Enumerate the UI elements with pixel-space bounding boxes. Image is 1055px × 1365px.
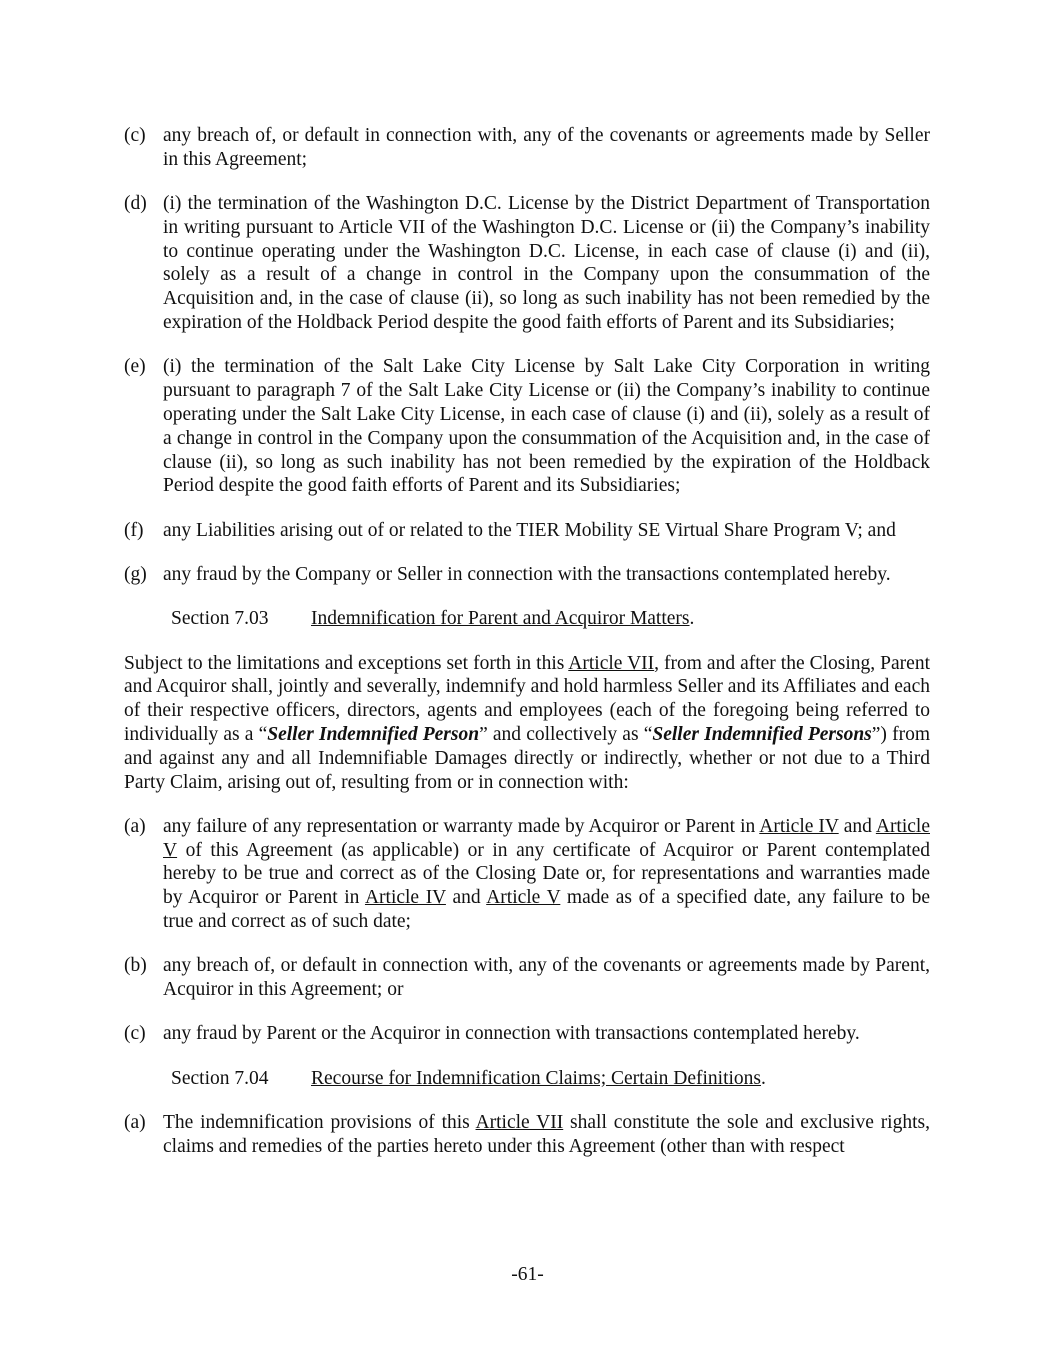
section-number: Section 7.04: [171, 1067, 269, 1089]
text-run: The indemnification provisions of this: [163, 1112, 476, 1133]
section-title-period: .: [761, 1067, 766, 1089]
list-item: [124, 519, 930, 543]
section-title-period: .: [689, 608, 695, 630]
page-number: -61-: [511, 1264, 544, 1285]
article-reference: Article V: [163, 815, 930, 861]
text-run: ” and collectively as “: [479, 723, 653, 745]
text-run: Subject to the limitations and exceptions set forth in this: [124, 652, 569, 674]
text-run: ”) from and against any and all Indemnifiable Damages directly or indirectly, whether or not due to a Third Party Claim, arising out of, resulting from or in connection with:: [124, 723, 930, 793]
section-heading-7-03: [124, 607, 930, 631]
item-text: any breach of, or default in connection with, any of the covenants or agreements made by Parent, Acquiror in this Agreement; or: [163, 955, 930, 1001]
item-text: [163, 815, 930, 934]
text-run: shall constitute the sole and exclusive rights, claims and remedies of the parties hereto under this Agreement (other than with respect: [163, 1112, 930, 1157]
section-title: Recourse for Indemnification Claims; Certain Definitions: [311, 1067, 762, 1089]
text-run: , from and after the Closing, Parent and Acquiror shall, jointly and severally, indemnify and hold harmless Seller and its Affiliates and each of their respective officers, directors, agents and employees (each of the foregoing being referred to individually as a “: [124, 652, 930, 745]
item-label: (e): [124, 356, 146, 378]
item-label: (b): [124, 955, 147, 977]
item-text: (i) the termination of the Salt Lake City License by Salt Lake City Corporation in writing pursuant to paragraph 7 of the Salt Lake City License or (ii) the Company’s inability to continue operating under the Salt Lake City License, in each case of clause (i) and (ii), solely as a result of a change in control in the Company upon the consummation of the Acquisition and, in the case of clause (ii), so long as such inability has not been remedied by the expiration of the Holdback Period despite the good faith efforts of Parent and its Subsidiaries;: [163, 356, 930, 497]
article-reference: Article VII: [475, 1112, 564, 1133]
item-label: (g): [124, 563, 147, 585]
list-item: [124, 1022, 930, 1046]
item-text: any fraud by Parent or the Acquiror in connection with transactions contemplated hereby.: [163, 1023, 860, 1045]
list-item: [124, 563, 930, 587]
article-reference: Article V: [486, 887, 561, 909]
section-number: Section 7.03: [171, 608, 269, 630]
article-reference: Article IV: [364, 887, 446, 909]
list-item: [124, 1111, 930, 1159]
list-item: [124, 192, 930, 335]
item-label: (c): [124, 125, 146, 146]
item-label: (f): [124, 519, 144, 541]
article-reference: Article VII: [568, 652, 655, 674]
item-label: (a): [124, 1112, 146, 1133]
item-text: [163, 1111, 930, 1159]
article-reference: Article IV: [759, 815, 839, 837]
item-label: (a): [124, 815, 146, 837]
list-item: [124, 355, 930, 498]
document-page: [124, 124, 930, 1179]
list-item: [124, 124, 930, 172]
item-label: (d): [124, 193, 147, 215]
item-text: any breach of, or default in connection with, any of the covenants or agreements made by Seller in this Agreement;: [163, 125, 930, 170]
text-run: any failure of any representation or warranty made by Acquiror or Parent in: [163, 815, 760, 837]
section-7-03-paragraph: [124, 652, 930, 795]
item-label: (c): [124, 1023, 146, 1045]
item-text: any fraud by the Company or Seller in connection with the transactions contemplated hereby.: [163, 563, 891, 585]
list-item: [124, 954, 930, 1002]
text-run: made as of a specified date, any failure to be true and correct as of such date;: [163, 887, 930, 933]
section-title: Indemnification for Parent and Acquiror Matters: [311, 608, 690, 630]
text-run: and: [838, 815, 876, 837]
list-item: [124, 815, 930, 934]
text-run: and: [445, 887, 487, 909]
section-heading-7-04: [124, 1067, 930, 1091]
defined-term: Seller Indemnified Person: [267, 723, 480, 745]
item-text: any Liabilities arising out of or related to the TIER Mobility SE Virtual Share Program V; and: [163, 519, 896, 541]
text-run: of this Agreement (as applicable) or in any certificate of Acquiror or Parent contemplated hereby to be true and correct as of the Closing Date or, for representations and warranties made by Acquiror or Parent in: [163, 839, 930, 909]
item-text: (i) the termination of the Washington D.C. License by the District Department of Transportation in writing pursuant to Article VII of the Washington D.C. License or (ii) the Company’s inability to continue operating under the Washington D.C. License, in each case of clause (i) and (ii), solely as a result of a change in control in the Company upon the consummation of the Acquisition and, in the case of clause (ii), so long as such inability has not been remedied by the expiration of the Holdback Period despite the good faith efforts of Parent and its Subsidiaries;: [163, 193, 930, 334]
defined-term: Seller Indemnified Persons: [652, 723, 872, 745]
